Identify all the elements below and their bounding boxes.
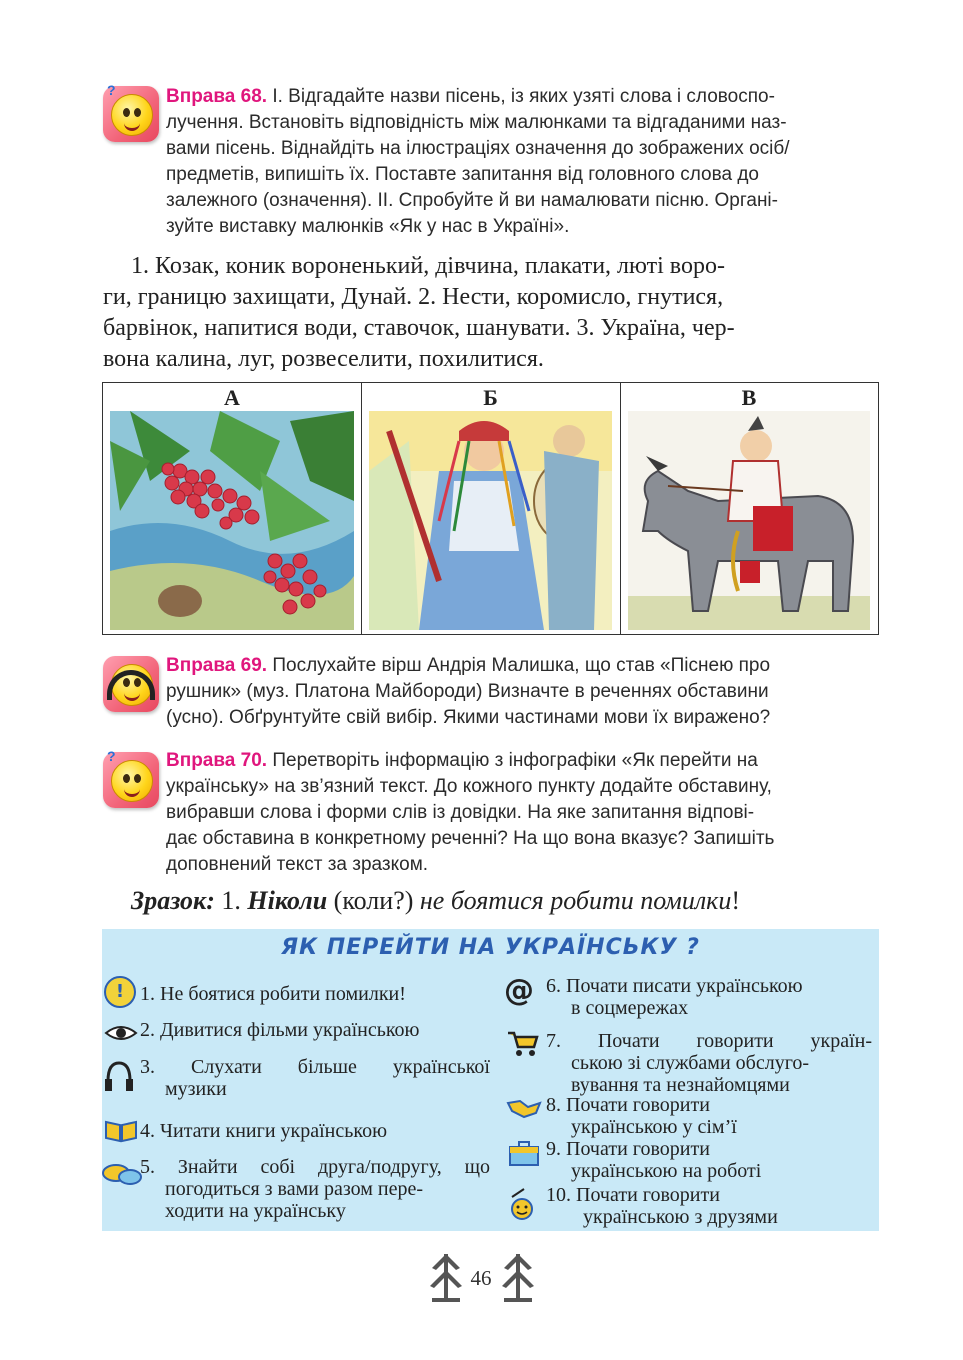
headphones-icon bbox=[104, 1059, 134, 1098]
handshake-icon bbox=[506, 1097, 542, 1124]
info-item-1: 1. Не боятися робити помилки! bbox=[140, 983, 406, 1005]
sample-label: Зразок: bbox=[131, 886, 215, 915]
chat-bubbles-icon bbox=[102, 1161, 142, 1192]
eye-icon bbox=[104, 1023, 138, 1048]
at-sign-icon: @ bbox=[504, 973, 534, 1008]
footer-ornament-left-icon bbox=[428, 1250, 464, 1311]
page-number: 46 bbox=[470, 1266, 492, 1290]
info-item-8: 8. Почати говорити українською у сім’ї bbox=[546, 1094, 737, 1138]
viburnum-painting bbox=[110, 411, 354, 630]
exercise-68-text: Вправа 68. І. Відгадайте назви пісень, із яких узяті слова і словоспо- лучення. Встановіть відповідність між малюнками та відгаданими наз- вами пісень. Віднайдіть на ілюстраціях означення до зображених осіб/ предметів, випишіть їх. Поставте запитання від головного слова до залежного (означення). ІІ. Спробуйте й ви намалювати пісню. Органі- зуйте виставку малюнків «Як у нас в Україні». bbox=[166, 86, 790, 237]
exercise-68-label: Вправа 68. bbox=[166, 86, 268, 107]
illustrations-table bbox=[102, 382, 879, 635]
exercise-70-text: Вправа 70. Перетворіть інформацію з інфографіки «Як перейти на українську» на зв’язний текст. До кожного пункту додайте обставину, вибравши слова і форми слів із довідки. На яке запитання відпові- дає обставина в конкретному реченні? На що вона вказує? Запишіть доповнений текст за зразком. bbox=[166, 750, 775, 875]
info-item-6: 6. Почати писати українською в соцмережах bbox=[546, 975, 803, 1019]
exercise-69-label: Вправа 69. bbox=[166, 655, 268, 676]
briefcase-icon bbox=[508, 1139, 540, 1172]
book-icon bbox=[104, 1119, 138, 1148]
info-item-4: 4. Читати книги українською bbox=[140, 1120, 388, 1142]
illustration-b-letter: Б bbox=[483, 385, 498, 410]
illustration-a bbox=[103, 383, 362, 634]
info-item-3: 3. Слухати більше української музики bbox=[140, 1056, 490, 1100]
girl-with-yoke-painting bbox=[369, 411, 612, 630]
illustration-v bbox=[620, 383, 878, 634]
info-item-2: 2. Дивитися фільми українською bbox=[140, 1019, 420, 1041]
illustration-v-letter: В bbox=[741, 385, 757, 410]
exercise-69-text: Вправа 69. Послухайте вірш Андрія Малишка, що став «Піснею про рушник» (муз. Платона Майбороди) Визначте в реченнях обставини (усно). Обґрунтуйте свій вибір. Якими частинами мови їх виражено? bbox=[166, 655, 771, 728]
sample-line: Зразок: 1. Ніколи (коли?) не боятися робити помилки! bbox=[131, 886, 740, 915]
exclamation-icon: ! bbox=[104, 976, 136, 1008]
info-item-5: 5. Знайти собі друга/подругу, що погодиться з вами разом пере- ходити на українську bbox=[140, 1156, 490, 1222]
shopping-cart-icon bbox=[506, 1029, 540, 1062]
exercise-70-label: Вправа 70. bbox=[166, 750, 268, 771]
info-item-9: 9. Почати говорити українською на роботі bbox=[546, 1138, 762, 1182]
sample-italic: не боятися робити помилки bbox=[419, 886, 732, 915]
illustration-a-letter: А bbox=[224, 385, 240, 410]
footer-ornament-right-icon bbox=[500, 1250, 536, 1311]
song-words-paragraph: 1. Козак, коник вороненький, дівчина, плакати, люті воро- ги, границю захищати, Дунай. 2. Нести, коромисло, гнутися, барвінок, напитися води, ставочок, шанувати. 3. Україна, чер- вона калина, луг, розвеселити, похилитися. bbox=[103, 253, 735, 372]
headphones-face-icon bbox=[103, 656, 159, 712]
infographic-box bbox=[102, 929, 879, 1231]
infographic-title: ЯК ПЕРЕЙТИ НА УКРАЇНСЬКУ ? bbox=[281, 935, 700, 960]
sample-bold-word: Ніколи bbox=[247, 886, 328, 915]
thinking-face-icon: ? bbox=[103, 86, 159, 142]
cossack-on-horse-painting bbox=[628, 411, 870, 630]
info-item-7: 7. Почати говорити україн- ською зі службами обслуго- вування та незнайомцями bbox=[546, 1030, 872, 1096]
smiling-face-icon bbox=[508, 1187, 542, 1226]
info-item-10: 10. Почати говорити українською з друзями bbox=[546, 1184, 778, 1228]
thinking-face-icon: ? bbox=[103, 752, 159, 808]
illustration-b bbox=[361, 383, 621, 634]
